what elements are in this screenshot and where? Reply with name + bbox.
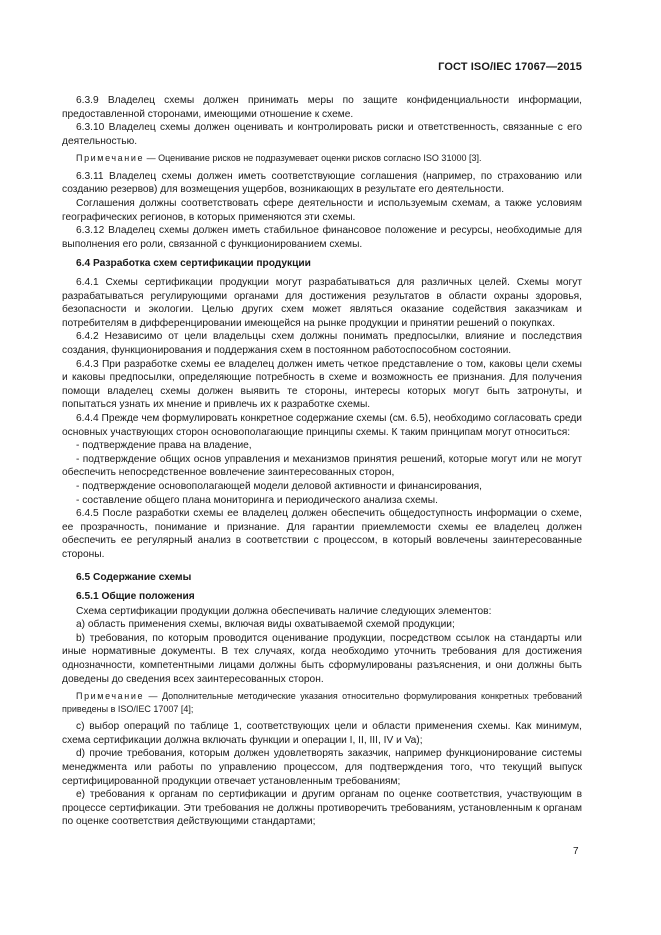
- note-text: — Дополнительные методические указания относительно формулирования конкретных требований приведены в ISO/IEC 17007 [4];: [62, 691, 582, 714]
- list-item-rights: - подтверждение права на владение,: [76, 440, 252, 452]
- body-text: [62, 94, 582, 829]
- list-item-monitoring: - составление общего плана мониторинга и периодического анализа схемы.: [76, 494, 438, 506]
- page-number: 7: [573, 846, 579, 857]
- paragraph-6-5-1: Схема сертификации продукции должна обеспечивать наличие следующих элементов:: [76, 605, 492, 617]
- paragraph-6-4-5: 6.4.5 После разработки схемы ее владелец должен обеспечить общедоступность информации о схеме, ее прозрачность, понимание и признание. Для гарантии приемлемости схемы ее владелец должен обеспечить ее регулярный анализ в соответствии с процессом, в который вовлечены заинтересованные стороны.: [62, 508, 582, 560]
- list-item-e: e) требования к органам по сертификации и другим органам по оценке соответствия, участвующим в процессе сертификации. Эти требования не должны противоречить требованиям, установленным к органам по оценке соответствия действующими стандартами;: [62, 789, 582, 828]
- paragraph-6-4-2: 6.4.2 Независимо от цели владельцы схем должны понимать предпосылки, влияние и последствия создания, функционирования и поддержания схем в постоянном работоспособном состоянии.: [62, 331, 582, 356]
- list-item-governance: - подтверждение общих основ управления и механизмов принятия решений, которые могут или не могут обеспечить непосредственное вовлечение заинтересованных сторон,: [62, 453, 582, 479]
- note-iso-17007: [62, 690, 582, 715]
- note-label: Примечание: [76, 691, 145, 702]
- paragraph-6-3-11: 6.3.11 Владелец схемы должен иметь соответствующие соглашения (например, по страхованию или созданию резервов) для возмещения ущербов, возникающих в результате его деятельности.: [62, 170, 582, 196]
- list-item-business-model: - подтверждение основополагающей модели деловой активности и финансирования,: [76, 480, 482, 492]
- list-item-b: b) требования, по которым проводится оценивание продукции, посредством ссылок на стандарты или иные нормативные документы. В тех случаях, когда необходимо уточнить требования для достижения однозначности, компетентными лицами должны быть сформулированы разъяснения, и они должны быть доведены до сведения всех заинтересованных сторон.: [62, 632, 582, 685]
- standard-designation: ГОСТ ISO/IEC 17067—2015: [438, 61, 582, 73]
- paragraph-6-3-9: 6.3.9 Владелец схемы должен принимать меры по защите конфиденциальности информации, предоставленной сторонами, имеющими отношение к схеме.: [62, 95, 582, 120]
- paragraph-6-4-1: 6.4.1 Схемы сертификации продукции могут разрабатываться для различных целей. Схемы могут разрабатываться регулирующими органами для достижения результатов в области охраны здоровья, безопасности и экологии. Целью других схем может являться оказание содействия заказчикам и потребителям в дифференцировании имеющейся на рынке продукции и принятии решений о покупках.: [62, 277, 582, 329]
- list-item-a: a) область применения схемы, включая виды охватываемой схемой продукции;: [76, 619, 455, 631]
- note-label: Примечание: [76, 153, 145, 164]
- section-heading-6-4: 6.4 Разработка схем сертификации продукции: [76, 258, 311, 270]
- note-risk-assessment: [62, 152, 582, 165]
- subsection-heading-6-5-1: 6.5.1 Общие положения: [76, 591, 195, 603]
- paragraph-6-3-10: 6.3.10 Владелец схемы должен оценивать и контролировать риски и ответственность, связанные с его деятельностью.: [62, 122, 582, 147]
- paragraph-agreements: Соглашения должны соответствовать сфере деятельности и используемым схемам, а также условиям географических регионов, в которых применяются эти схемы.: [62, 198, 582, 223]
- paragraph-6-3-12: 6.3.12 Владелец схемы должен иметь стабильное финансовое положение и ресурсы, необходимые для выполнения его роли, связанной с функционированием схемы.: [62, 225, 582, 250]
- section-heading-6-5: 6.5 Содержание схемы: [76, 571, 192, 583]
- paragraph-6-4-3: 6.4.3 При разработке схемы ее владелец должен иметь четкое представление о том, каковы цели схемы и каковы предпосылки, определяющие потребность в схеме и возможность ее признания. Для получения помощи владелец схемы должен выявить те стороны, интересы которых могут быть затронуты, и попытаться узнать их мнение и привлечь их к разработке схемы.: [62, 358, 582, 411]
- list-item-d: d) прочие требования, которым должен удовлетворять заказчик, например функционирование системы менеджмента или работы по управлению процессом, для подтверждения того, что текущий выпуск сертифицированной продукции отвечает установленным требованиям;: [62, 748, 582, 787]
- list-item-c: c) выбор операций по таблице 1, соответствующих цели и области применения схемы. Как минимум, схема сертификации должна включать функции и операции I, II, III, IV и Va);: [62, 721, 582, 746]
- paragraph-6-4-4: 6.4.4 Прежде чем формулировать конкретное содержание схемы (см. 6.5), необходимо согласовать среди основных участвующих сторон основополагающие принципы схемы. К таким принципам могут относиться:: [62, 412, 582, 438]
- note-text: — Оценивание рисков не подразумевает оценки рисков согласно ISO 31000 [3].: [144, 153, 482, 164]
